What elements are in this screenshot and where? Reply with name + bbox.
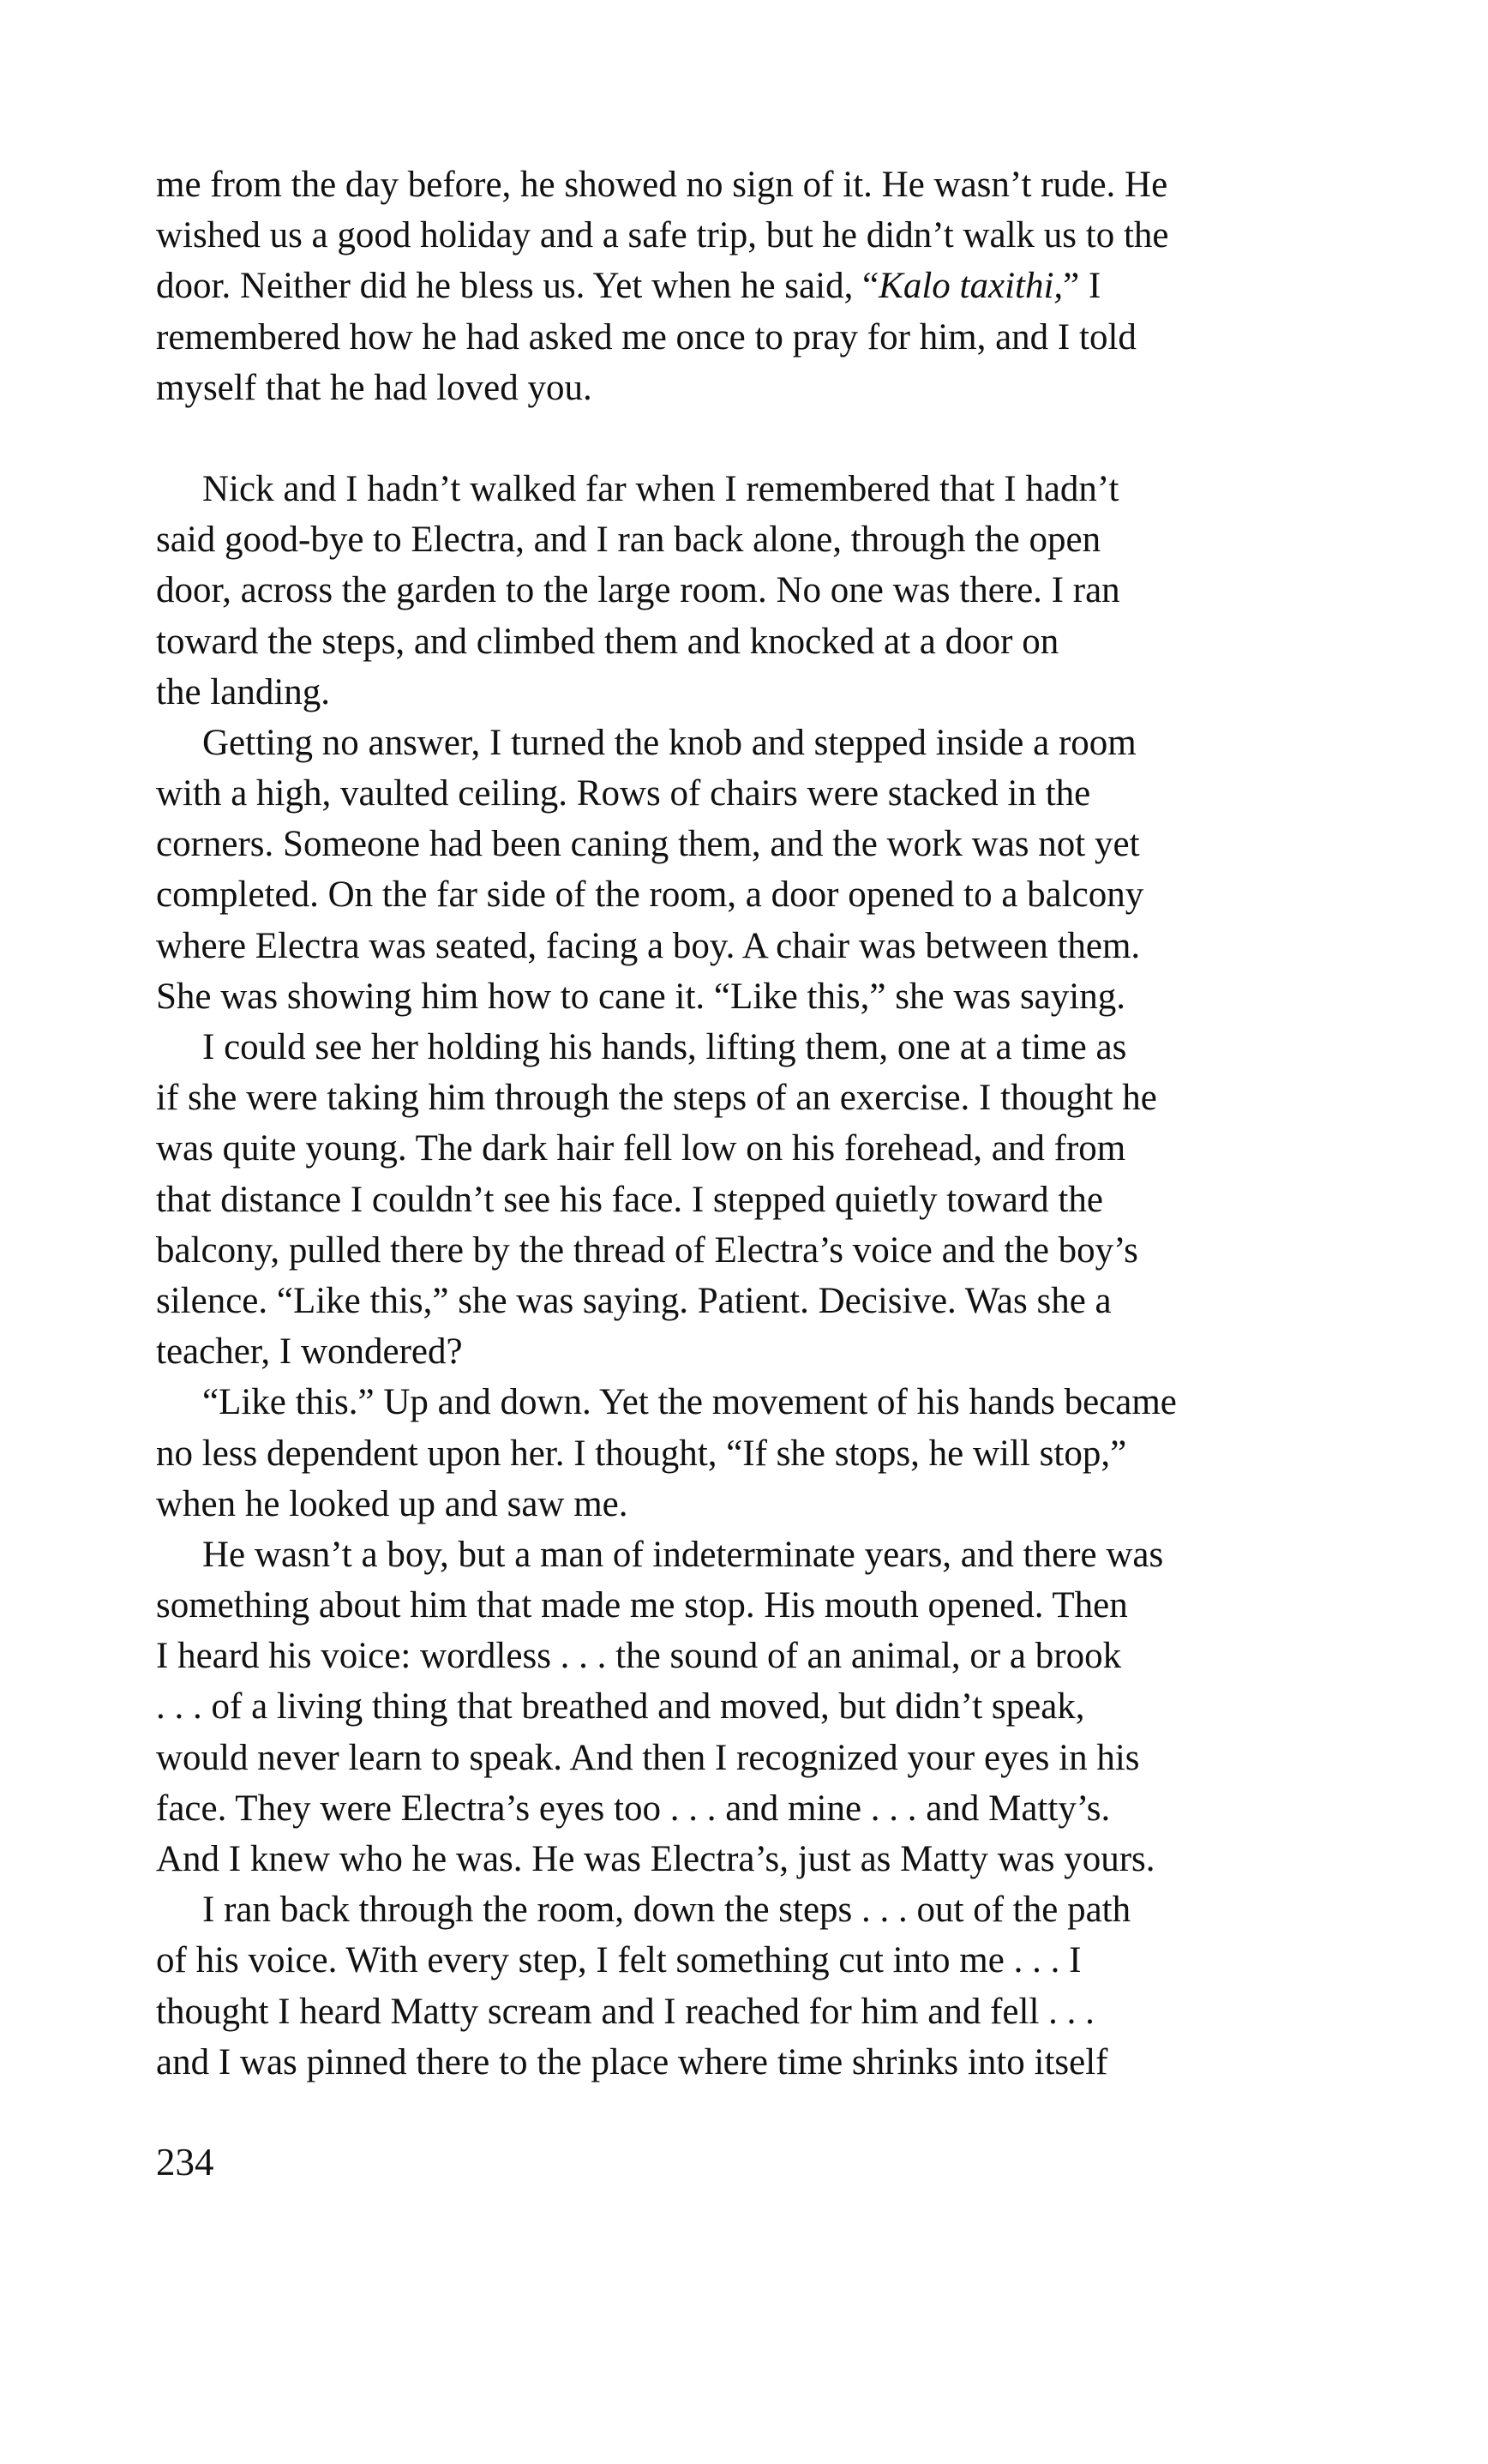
paragraph [156,159,1349,413]
text-line: She was showing him how to cane it. “Like this,” she was saying. [156,976,1125,1017]
text-line: balcony, pulled there by the thread of Electra’s voice and the boy’s [156,1229,1138,1271]
text-line: toward the steps, and climbed them and knocked at a door on [156,621,1059,662]
section-break [156,413,1349,464]
text-line: And I knew who he was. He was Electra’s, just as Matty was yours. [156,1839,1155,1879]
text-line: would never learn to speak. And then I recognized your eyes in his [156,1737,1140,1778]
text-line: if she were taking him through the steps of an exercise. I thought he [156,1078,1157,1119]
text-line: completed. On the far side of the room, a door opened to a balcony [156,874,1144,916]
text-line: said good-bye to Electra, and I ran back alone, through the open [156,520,1101,561]
text-line: that distance I couldn’t see his face. I stepped quietly toward the [156,1179,1103,1220]
book-page-text [156,159,1349,2088]
text-line: myself that he had loved you. [156,367,592,408]
text-line: with a high, vaulted ceiling. Rows of chairs were stacked in the [156,773,1091,814]
paragraph [156,1529,1349,1884]
text-line: the landing. [156,671,331,712]
text-line: when he looked up and saw me. [156,1483,628,1524]
text-line: He wasn’t a boy, but a man of indeterminate years, and there was [202,1534,1164,1575]
text-line: no less dependent upon her. I thought, “If she stops, he will stop,” [156,1433,1127,1474]
paragraph [156,1022,1349,1377]
text-line: where Electra was seated, facing a boy. A chair was between them. [156,925,1141,966]
text-line: me from the day before, he showed no sign of it. He wasn’t rude. He [156,165,1168,205]
page-number: 234 [156,2141,214,2184]
text-line: I heard his voice: wordless . . . the sound of an animal, or a brook [156,1636,1122,1677]
text-line: . . . of a living thing that breathed and moved, but didn’t speak, [156,1686,1085,1728]
paragraph [156,718,1349,1022]
text-line: door, across the garden to the large room. No one was there. I ran [156,570,1120,611]
text-line: corners. Someone had been caning them, and the work was not yet [156,824,1140,865]
text-line: Nick and I hadn’t walked far when I remembered that I hadn’t [202,468,1119,509]
text-line: of his voice. With every step, I felt something cut into me . . . I [156,1940,1082,1981]
text-line: I could see her holding his hands, lifting them, one at a time as [202,1027,1127,1067]
text-line: thought I heard Matty scream and I reached for him and fell . . . [156,1991,1095,2032]
text-line: “Like this.” Up and down. Yet the movement of his hands became [202,1382,1177,1423]
paragraph [156,1884,1349,2088]
text-line: remembered how he had asked me once to pray for him, and I told [156,316,1137,358]
paragraph [156,1377,1349,1529]
text-line: and I was pinned there to the place where time shrinks into itself [156,2041,1108,2082]
text-line: was quite young. The dark hair fell low on his forehead, and from [156,1128,1126,1169]
italic-phrase: Kalo taxithi, [879,266,1064,307]
text-span: door. Neither did he bless us. Yet when he said, “ [156,266,879,307]
text-line: teacher, I wondered? [156,1331,463,1373]
text-line: I ran back through the room, down the steps . . . out of the path [202,1890,1131,1931]
text-line: silence. “Like this,” she was saying. Patient. Decisive. Was she a [156,1280,1112,1321]
paragraph [156,464,1349,718]
text-line: wished us a good holiday and a safe trip, but he didn’t walk us to the [156,215,1169,256]
text-line: Getting no answer, I turned the knob and stepped inside a room [202,722,1137,763]
text-line: something about him that made me stop. His mouth opened. Then [156,1585,1128,1626]
text-span: ” I [1063,266,1101,307]
text-line: face. They were Electra’s eyes too . . . and mine . . . and Matty’s. [156,1788,1111,1829]
text-line [156,261,1349,311]
